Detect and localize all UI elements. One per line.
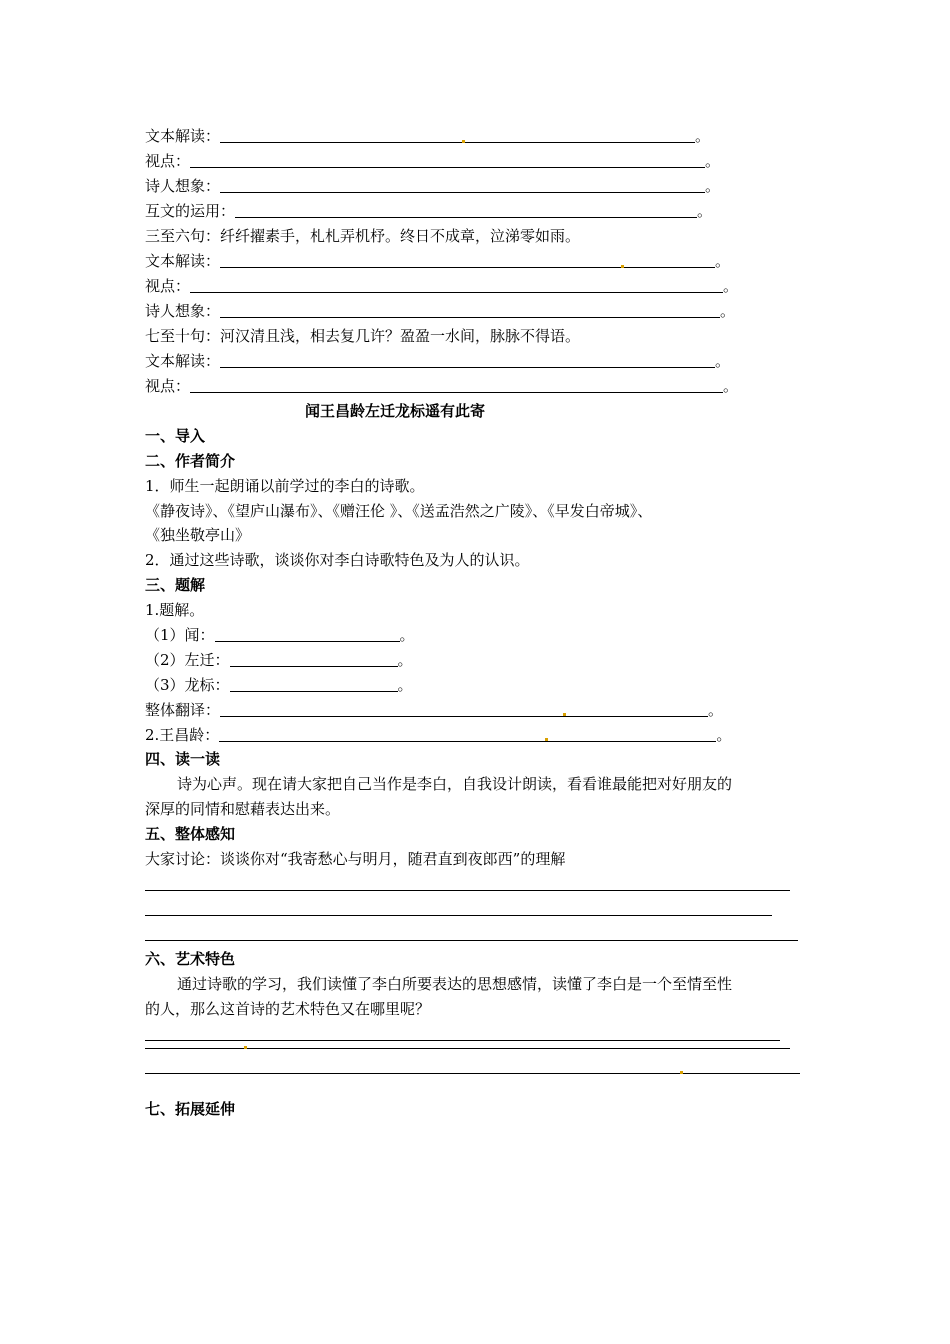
poem-list-cont: 《独坐敬亭山》 <box>145 526 251 544</box>
answer-blank[interactable] <box>190 376 723 393</box>
question-translation: 整体翻译： 。 <box>145 701 724 719</box>
label: 视点： <box>145 152 191 170</box>
text-interpretation-line-1: 文本解读： 。 <box>145 127 711 145</box>
label: 文本解读： <box>145 252 221 270</box>
answer-blank[interactable] <box>220 351 715 368</box>
answer-line[interactable] <box>145 940 798 941</box>
lesson-title: 闻王昌龄左迁龙标遥有此寄 <box>305 402 486 420</box>
question-wangchangling: 2.王昌龄： 。 <box>145 726 732 744</box>
imagination-line-1: 诗人想象： 。 <box>145 177 721 195</box>
heading-title-explain: 三、题解 <box>145 576 206 594</box>
answer-line[interactable] <box>145 1040 780 1041</box>
discussion-prompt: 大家讨论：谈谈你对“我寄愁心与明月，随君直到夜郎西”的理解 <box>145 850 566 868</box>
answer-blank[interactable] <box>235 201 697 218</box>
answer-blank[interactable] <box>230 650 398 667</box>
label: 诗人想象： <box>145 177 221 195</box>
paragraph: 1.题解。 <box>145 601 205 619</box>
answer-blank[interactable] <box>230 675 398 692</box>
heading-art: 六、艺术特色 <box>145 950 236 968</box>
question-zuoqian: （2）左迁： 。 <box>145 651 413 669</box>
answer-blank[interactable] <box>215 625 400 642</box>
paragraph: 诗为心声。现在请大家把自己当作是李白，自我设计朗读，看看谁最能把对好朋友的 <box>177 775 733 793</box>
verse-7-10: 七至十句：河汉清且浅，相去复几许？盈盈一水间，脉脉不得语。 <box>145 327 581 345</box>
answer-line[interactable] <box>145 890 790 891</box>
scan-mark <box>621 265 624 268</box>
paragraph: 的人，那么这首诗的艺术特色又在哪里呢？ <box>145 1000 431 1018</box>
label: 诗人想象： <box>145 302 221 320</box>
scan-mark <box>680 1071 683 1074</box>
question-wen: （1）闻： 。 <box>145 626 415 644</box>
answer-blank[interactable] <box>220 251 715 268</box>
heading-intro: 一、导入 <box>145 427 206 445</box>
poem-list: 《静夜诗》、《望庐山瀑布》、《赠汪伦 》、《送孟浩然之广陵》、《早发白帝城》、 <box>145 502 653 520</box>
huwen-line: 互文的运用： 。 <box>145 202 713 220</box>
label: 视点： <box>145 377 191 395</box>
paragraph: 深厚的同情和慰藉表达出来。 <box>145 800 341 818</box>
paragraph: 1．师生一起朗诵以前学过的李白的诗歌。 <box>145 477 425 495</box>
answer-blank[interactable] <box>219 725 716 742</box>
answer-blank[interactable] <box>220 301 720 318</box>
verse-3-6: 三至六句：纤纤擢素手，札札弄机杼。终日不成章，泣涕零如雨。 <box>145 227 581 245</box>
answer-blank[interactable] <box>190 276 723 293</box>
answer-blank[interactable] <box>220 176 705 193</box>
scan-mark <box>563 713 566 716</box>
heading-overall: 五、整体感知 <box>145 825 236 843</box>
answer-blank[interactable] <box>190 151 705 168</box>
answer-line[interactable] <box>145 1073 800 1074</box>
scan-mark <box>462 140 465 143</box>
heading-extend: 七、拓展延伸 <box>145 1100 236 1118</box>
viewpoint-line-1: 视点： 。 <box>145 152 721 170</box>
heading-author: 二、作者简介 <box>145 452 236 470</box>
paragraph: 通过诗歌的学习，我们读懂了李白所要表达的思想感情，读懂了李白是一个至情至性 <box>177 975 733 993</box>
text-interpretation-line-3: 文本解读： 。 <box>145 352 731 370</box>
answer-line[interactable] <box>145 915 772 916</box>
label: 文本解读： <box>145 352 221 370</box>
heading-read: 四、读一读 <box>145 750 221 768</box>
imagination-line-2: 诗人想象： 。 <box>145 302 736 320</box>
answer-blank[interactable] <box>220 126 695 143</box>
label: 视点： <box>145 277 191 295</box>
viewpoint-line-3: 视点： 。 <box>145 377 739 395</box>
scan-mark <box>244 1046 247 1049</box>
label: 文本解读： <box>145 127 221 145</box>
paragraph: 2．通过这些诗歌，谈谈你对李白诗歌特色及为人的认识。 <box>145 551 530 569</box>
answer-blank[interactable] <box>220 700 708 717</box>
text-interpretation-line-2: 文本解读： 。 <box>145 252 731 270</box>
answer-line[interactable] <box>145 1048 790 1049</box>
question-longbiao: （3）龙标： 。 <box>145 676 413 694</box>
viewpoint-line-2: 视点： 。 <box>145 277 739 295</box>
label: 互文的运用： <box>145 202 236 220</box>
scan-mark <box>545 738 548 741</box>
